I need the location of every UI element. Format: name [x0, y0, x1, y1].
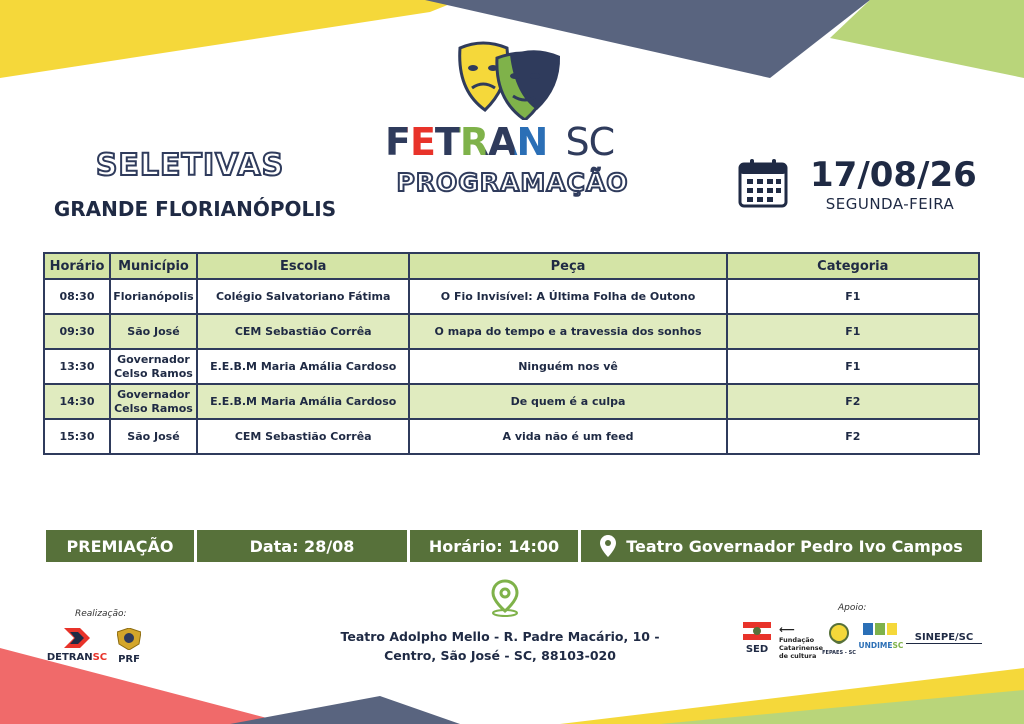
event-date: 17/08/26 — [810, 155, 977, 195]
cell-play: Ninguém nos vê — [409, 349, 726, 384]
cell-school: CEM Sebastião Corrêa — [197, 314, 410, 349]
sed-logo — [742, 622, 772, 655]
fcc-logo — [779, 623, 824, 660]
realizacao-label: Realização: — [75, 609, 127, 619]
event-weekday: SEGUNDA-FEIRA — [825, 195, 955, 213]
calendar-icon — [738, 158, 788, 208]
cell-time: 15:30 — [44, 419, 110, 454]
venue-address-line2: Centro, São José - SC, 88103-020 — [384, 648, 616, 663]
theater-masks-icon — [455, 40, 565, 120]
cell-time: 08:30 — [44, 279, 110, 314]
award-location-text: Teatro Governador Pedro Ivo Campos — [626, 536, 963, 556]
sinepe-logo — [906, 632, 982, 644]
cell-city: Governador Celso Ramos — [110, 349, 197, 384]
cell-category: F2 — [727, 384, 979, 419]
table-row — [44, 314, 979, 349]
event-logo-title — [385, 120, 560, 164]
cell-play: De quem é a culpa — [409, 384, 726, 419]
location-pin-icon — [600, 535, 616, 557]
cell-school: E.E.B.M Maria Amália Cardoso — [197, 384, 410, 419]
bottom-navy-band — [230, 696, 460, 724]
table-row — [44, 349, 979, 384]
detran-logo — [42, 628, 112, 664]
stage-title: SELETIVAS — [95, 148, 285, 183]
sinepe-text: SINEPE/SC — [906, 632, 982, 644]
detran-logo-text: DETRAN — [46, 652, 93, 663]
undime-text: UNDIME — [858, 641, 893, 650]
detran-mark-icon — [64, 628, 90, 648]
table-row — [44, 419, 979, 454]
fcc-line3: de cultura — [779, 652, 817, 660]
top-lime-band — [830, 0, 1024, 78]
award-date: Data: 28/08 — [197, 530, 407, 562]
program-title: PROGRAMAÇÃO — [396, 168, 629, 197]
apoio-label: Apoio: — [838, 603, 867, 613]
cell-city: Florianópolis — [110, 279, 197, 314]
cell-play: A vida não é um feed — [409, 419, 726, 454]
column-header-category: Categoria — [727, 253, 979, 279]
schedule-table — [43, 252, 980, 455]
cell-school: Colégio Salvatoriano Fátima — [197, 279, 410, 314]
venue-address-line1: Teatro Adolpho Mello - R. Padre Macário, 10 - — [340, 629, 660, 644]
fcc-line1: Fundação — [779, 636, 815, 644]
fcc-line2: Catarinense — [779, 644, 824, 652]
sed-logo-text: SED — [745, 644, 769, 655]
undime-logo — [858, 621, 904, 650]
cell-school: E.E.B.M Maria Amália Cardoso — [197, 349, 410, 384]
cell-play: O Fio Invisível: A Última Folha de Outono — [409, 279, 726, 314]
event-logo — [385, 120, 635, 164]
cell-category: F1 — [727, 279, 979, 314]
column-header-school: Escola — [197, 253, 410, 279]
event-logo-region: SC — [565, 120, 615, 164]
venue-pin-icon — [486, 579, 524, 617]
prf-logo — [114, 628, 144, 666]
prf-badge-icon — [117, 628, 141, 650]
column-header-play: Peça — [409, 253, 726, 279]
cell-city: São José — [110, 314, 197, 349]
venue-address — [330, 627, 670, 665]
cell-category: F1 — [727, 314, 979, 349]
cell-category: F1 — [727, 349, 979, 384]
cell-city: Governador Celso Ramos — [110, 384, 197, 419]
award-label: PREMIAÇÃO — [46, 530, 194, 562]
cell-school: CEM Sebastião Corrêa — [197, 419, 410, 454]
fepaes-emblem-icon — [828, 622, 850, 646]
cell-time: 09:30 — [44, 314, 110, 349]
prf-logo-text: PRF — [118, 654, 140, 665]
cell-time: 13:30 — [44, 349, 110, 384]
cell-category: F2 — [727, 419, 979, 454]
event-logo-word: FETRAN — [385, 120, 548, 164]
undime-sc: SC — [892, 641, 904, 650]
fcc-mark-icon: ⟵ — [779, 623, 795, 636]
cell-play: O mapa do tempo e a travessia dos sonhos — [409, 314, 726, 349]
detran-logo-sc: SC — [92, 652, 108, 663]
award-time: Horário: 14:00 — [410, 530, 578, 562]
fepaes-text: FEPAES - SC — [822, 650, 856, 656]
schedule-header-row — [44, 253, 979, 279]
column-header-time: Horário — [44, 253, 110, 279]
fepaes-logo — [822, 622, 856, 656]
region-title: GRANDE FLORIANÓPOLIS — [53, 197, 337, 221]
top-yellow-band — [0, 0, 460, 78]
cell-time: 14:30 — [44, 384, 110, 419]
undime-mark-icon — [861, 621, 901, 637]
table-row — [44, 384, 979, 419]
table-row — [44, 279, 979, 314]
column-header-city: Município — [110, 253, 197, 279]
cell-city: São José — [110, 419, 197, 454]
award-location — [581, 530, 982, 562]
sed-flag-icon — [743, 622, 771, 640]
